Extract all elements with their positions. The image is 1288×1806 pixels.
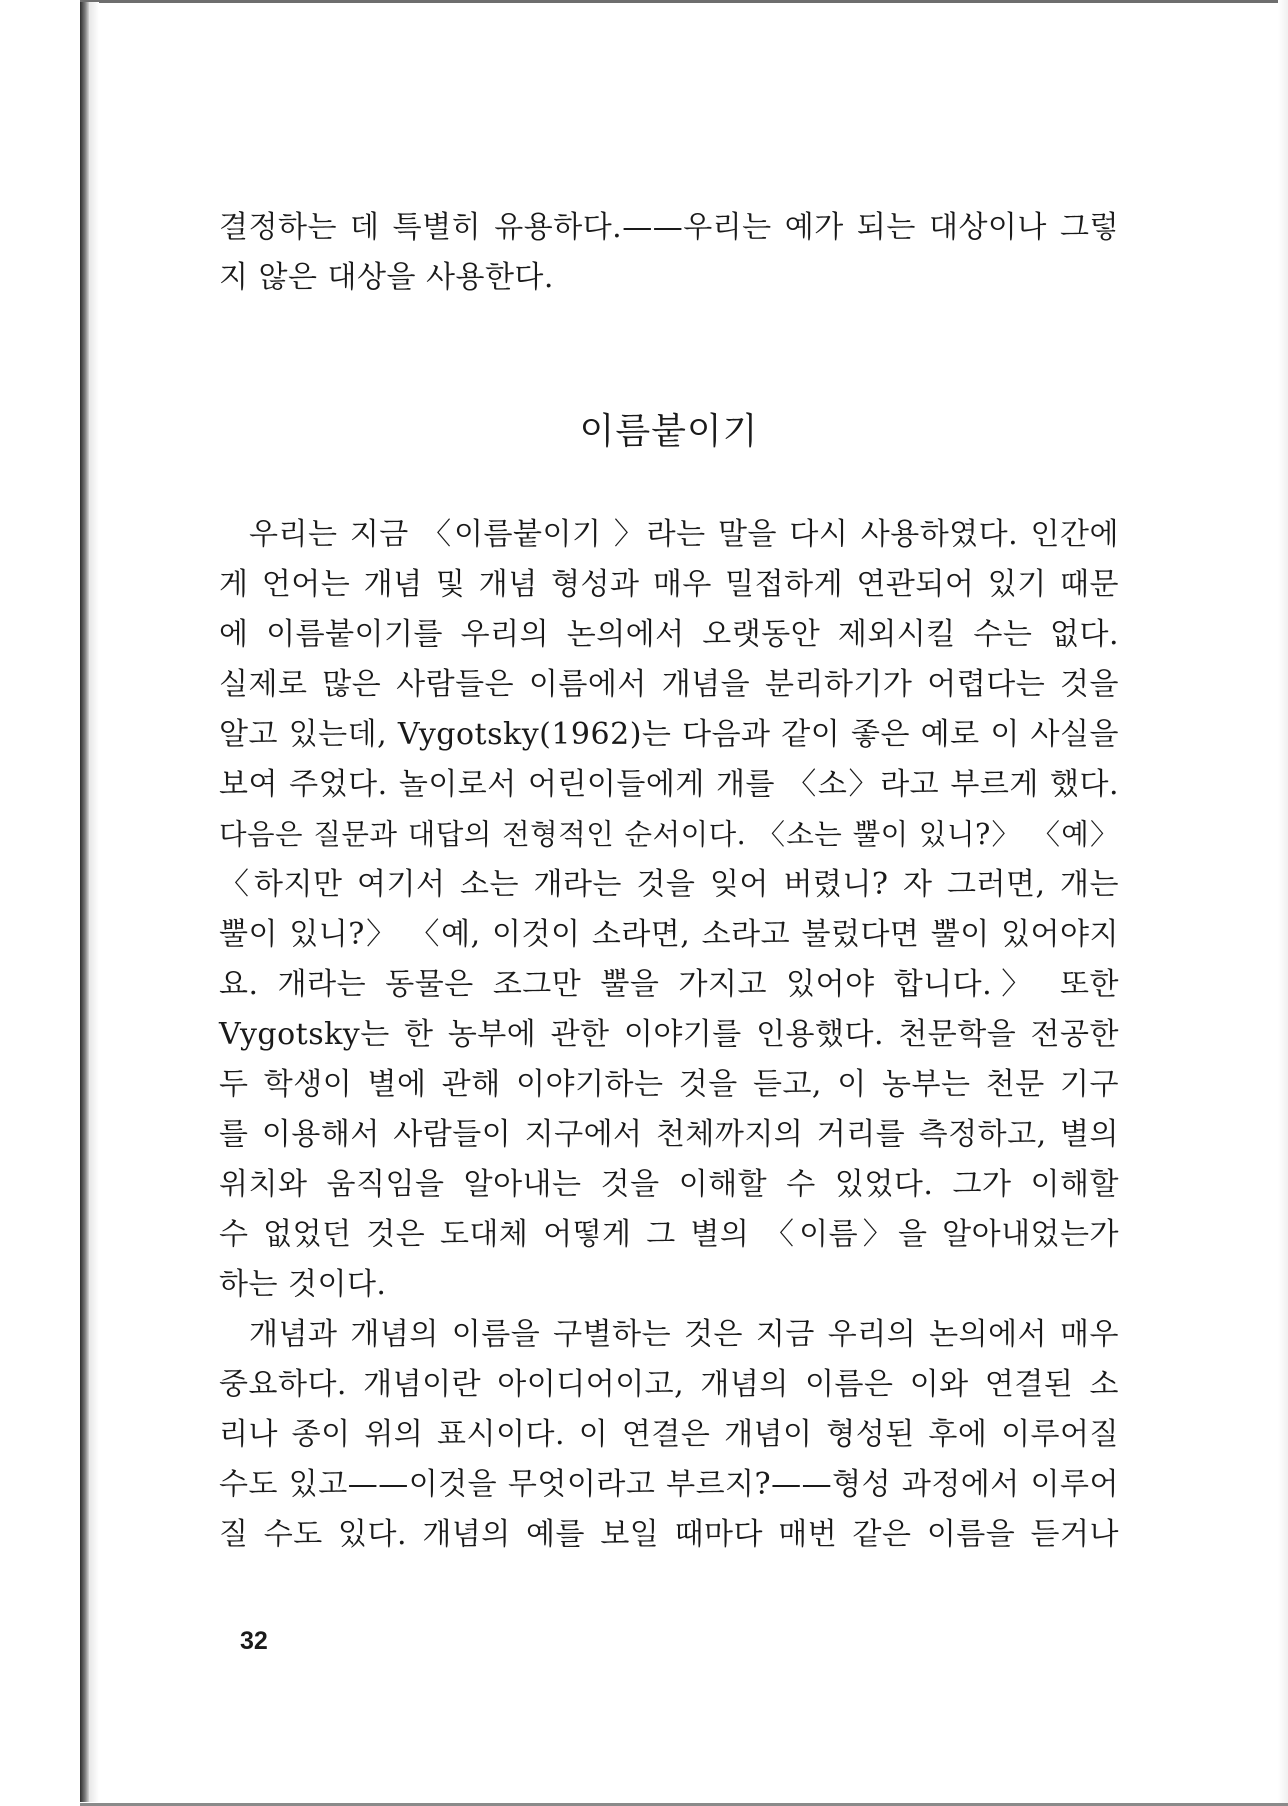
page-right-shade <box>1278 0 1288 1806</box>
page-number: 32 <box>240 1627 268 1655</box>
text-line: 에 이름붙이기를 우리의 논의에서 오랫동안 제외시킬 수는 없다. <box>219 617 1119 652</box>
text-line: 결정하는 데 특별히 유용하다.——우리는 예가 되는 대상이나 그렇 <box>219 210 1119 245</box>
text-line: 수 없었던 것은 도대체 어떻게 그 별의 〈이름〉을 알아내었는가 <box>219 1217 1119 1252</box>
text-line: 알고 있는데, Vygotsky(1962)는 다음과 같이 좋은 예로 이 사실을 <box>219 717 1119 752</box>
body-text <box>219 510 1119 1560</box>
section-heading: 이름붙이기 <box>579 411 759 452</box>
text-line: 보여 주었다. 놀이로서 어린이들에게 개를 〈소〉라고 부르게 했다. <box>219 767 1119 802</box>
text-line: 위치와 움직임을 알아내는 것을 이해할 수 있었다. 그가 이해할 <box>219 1167 1119 1202</box>
text-line: 개념과 개념의 이름을 구별하는 것은 지금 우리의 논의에서 매우 <box>249 1317 1119 1352</box>
text-line: 실제로 많은 사람들은 이름에서 개념을 분리하기가 어렵다는 것을 <box>219 667 1119 702</box>
text-line: 두 학생이 별에 관해 이야기하는 것을 듣고, 이 농부는 천문 기구 <box>219 1067 1119 1102</box>
text-line: 뿔이 있니?〉 〈예, 이것이 소라면, 소라고 불렀다면 뿔이 있어야지 <box>219 917 1119 952</box>
spine-shadow <box>89 2 99 1802</box>
text-line: 수도 있고——이것을 무엇이라고 부르지?——형성 과정에서 이루어 <box>219 1467 1119 1502</box>
book-spine-edge <box>80 2 89 1802</box>
text-line: 를 이용해서 사람들이 지구에서 천체까지의 거리를 측정하고, 별의 <box>219 1117 1119 1152</box>
text-line: 요. 개라는 동물은 조그만 뿔을 가지고 있어야 합니다.〉 또한 <box>219 967 1119 1002</box>
text-line: 〈하지만 여기서 소는 개라는 것을 잊어 버렸니? 자 그러면, 개는 <box>219 867 1119 902</box>
text-line: Vygotsky는 한 농부에 관한 이야기를 인용했다. 천문학을 전공한 <box>219 1017 1119 1052</box>
intro-paragraph <box>219 203 1119 303</box>
text-line: 지 않은 대상을 사용한다. <box>219 260 554 295</box>
page-top-edge <box>80 0 1288 3</box>
text-line: 리나 종이 위의 표시이다. 이 연결은 개념이 형성된 후에 이루어질 <box>219 1417 1119 1452</box>
text-line: 중요하다. 개념이란 아이디어이고, 개념의 이름은 이와 연결된 소 <box>219 1367 1119 1402</box>
text-line: 다음은 질문과 대답의 전형적인 순서이다. 〈소는 뿔이 있니?〉 〈예〉 <box>219 818 1119 851</box>
text-line: 질 수도 있다. 개념의 예를 보일 때마다 매번 같은 이름을 듣거나 <box>219 1517 1119 1552</box>
text-line: 우리는 지금 〈이름붙이기 〉라는 말을 다시 사용하였다. 인간에 <box>249 517 1119 552</box>
text-line: 하는 것이다. <box>219 1267 387 1302</box>
text-line: 게 언어는 개념 및 개념 형성과 매우 밀접하게 연관되어 있기 때문 <box>219 567 1119 602</box>
